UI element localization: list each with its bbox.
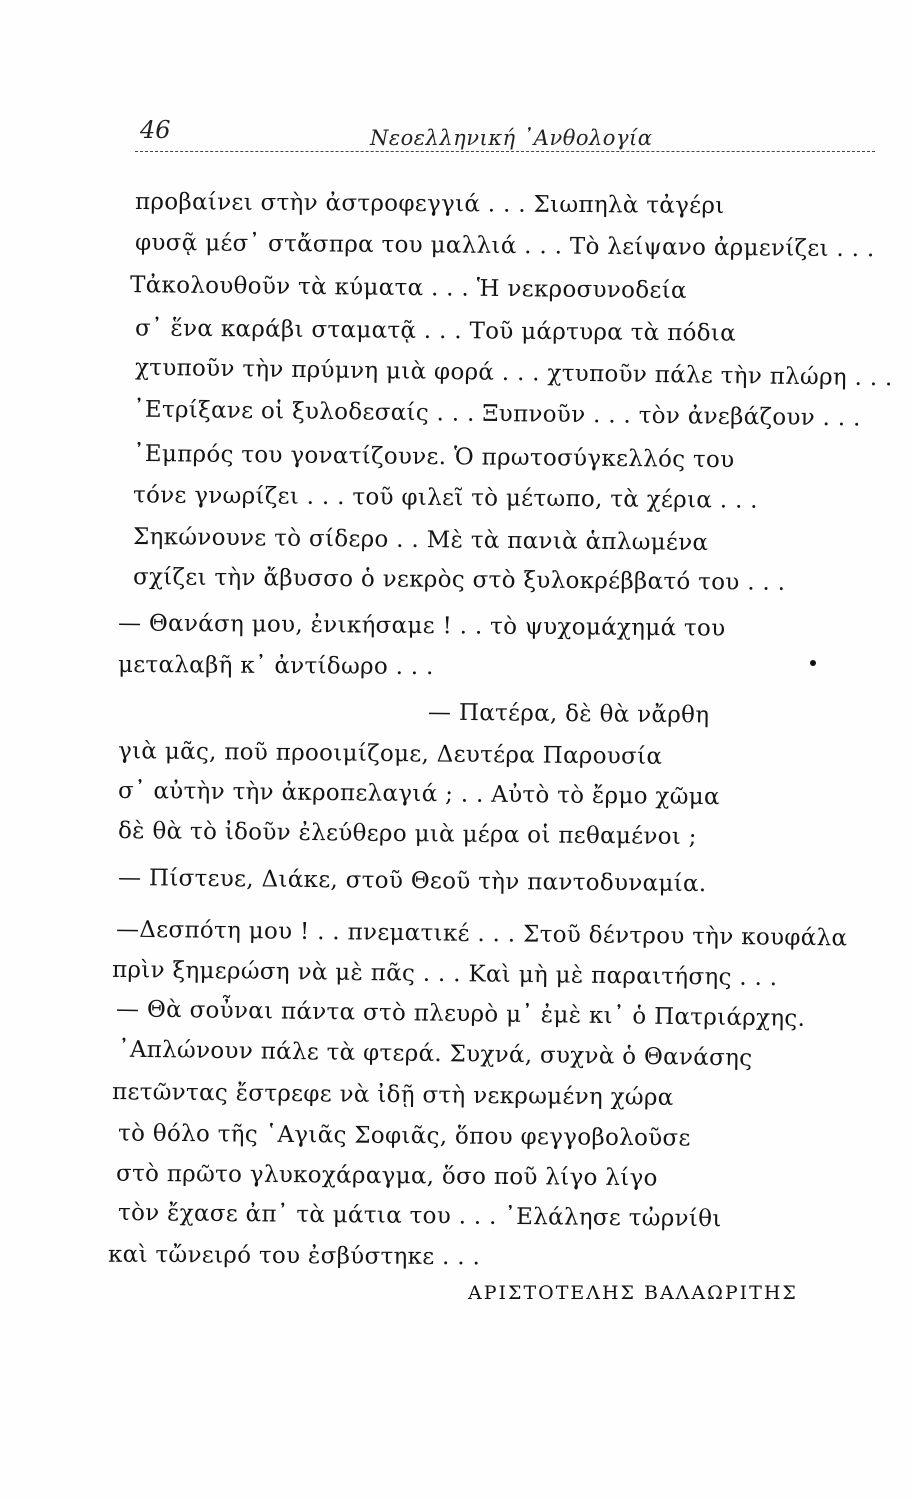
- poem-line: γιὰ μᾶς, ποῦ προοιμίζομε, Δευτέρα Παρουσία: [117, 738, 663, 770]
- running-title: Νεοελληνική ᾿Ανθολογία: [370, 126, 653, 150]
- poem-line: τόνε γνωρίζει . . . τοῦ φιλεῖ τὸ μέτωπο, τὰ χέρια . . .: [132, 482, 758, 514]
- poem-line: σ᾿ ἕνα καράβι σταματᾷ . . . Τοῦ μάρτυρα τὰ πόδια: [134, 315, 737, 347]
- poem-line: μεταλαβῆ κ᾿ ἀντίδωρο . . .: [117, 651, 434, 681]
- poem-line: —Δεσπότη μου ! . . πνεματικέ . . . Στοῦ δέντρου τὴν κουφάλα: [115, 916, 848, 952]
- page-number: 46: [140, 116, 171, 144]
- poem-line: στὸ πρῶτο γλυκοχάραγμα, ὅσο ποῦ λίγο λίγο: [115, 1160, 658, 1192]
- ink-dot: [810, 660, 816, 666]
- poem-line: προβαίνει στὴν ἀστροφεγγιά . . . Σιωπηλὰ τἀγέρι: [134, 188, 725, 220]
- poem-line: — Πίστευε, Διάκε, στοῦ Θεοῦ τὴν παντοδυναμία.: [117, 864, 707, 898]
- poem-line: καὶ τὤνειρό του ἐσβύστηκε . . .: [107, 1241, 481, 1271]
- poem-line: ᾿Εμπρός του γονατίζουνε. Ὁ πρωτοσύγκελλός του: [132, 440, 735, 474]
- poem-line: — Θὰ σοὖναι πάντα στὸ πλευρὸ μ᾿ ἐμὲ κι᾿ ὁ Πατριάρχης.: [115, 996, 806, 1032]
- poem-line: πρὶν ξημερώση νὰ μὲ πᾶς . . . Καὶ μὴ μὲ παραιτήσης . . .: [111, 956, 778, 992]
- poem-line: — Πατέρα, δὲ θὰ νἄρθη: [427, 699, 710, 729]
- poem-line: Τἀκολουθοῦν τὰ κύματα . . . Ἡ νεκροσυνοδεία: [129, 272, 687, 304]
- poem-line: πετῶντας ἔστρεφε νὰ ἰδῇ στὴ νεκρωμένη χώρα: [111, 1079, 674, 1111]
- poem-line: ᾿Απλώνουν πάλε τὰ φτερά. Συχνά, συχνὰ ὁ Θανάσης: [117, 1036, 753, 1072]
- poem-line: — Θανάση μου, ἐνικήσαμε ! . . τὸ ψυχομάχημά του: [117, 610, 726, 642]
- poem-line: ᾿Ετρίξανε οἱ ξυλοδεσαίς . . . Ξυπνοῦν . . . τὸν ἀνεβάζουν . . .: [132, 396, 861, 432]
- poem-line: δὲ θὰ τὸ ἰδοῦν ἐλεύθερο μιὰ μέρα οἱ πεθαμένοι ;: [117, 817, 697, 851]
- poem-line: φυσᾷ μέσ᾿ στἄσπρα του μαλλιά . . . Τὸ λείψανο ἀρμενίζει . . .: [134, 229, 875, 263]
- poem-line: τὸν ἔχασε ἀπ᾿ τὰ μάτια του . . . ᾿Ελάλησε τὠρνίθι: [117, 1199, 722, 1233]
- poem-line: Σηκώνουνε τὸ σίδερο . . Μὲ τὰ πανιὰ ἁπλωμένα: [132, 523, 709, 557]
- author-signature: ΑΡΙΣΤΟΤΕΛΗΣ ΒΑΛΑΩΡΙΤΗΣ: [468, 1282, 798, 1304]
- poem-line: σ᾿ αὐτὴν τὴν ἀκροπελαγιά ; . . Αὐτὸ τὸ ἔρμο χῶμα: [117, 777, 720, 811]
- poem-line: χτυποῦν τὴν πρύμνη μιὰ φορά . . . χτυποῦν πάλε τὴν πλώρη . . .: [134, 354, 893, 392]
- poem-line: σχίζει τὴν ἄβυσσο ὁ νεκρὸς στὸ ξυλοκρέββατό του . . .: [132, 564, 786, 596]
- poem-line: τὸ θόλο τῆς ῾Αγιᾶς Σοφιᾶς, ὅπου φεγγοβολοῦσε: [117, 1120, 691, 1152]
